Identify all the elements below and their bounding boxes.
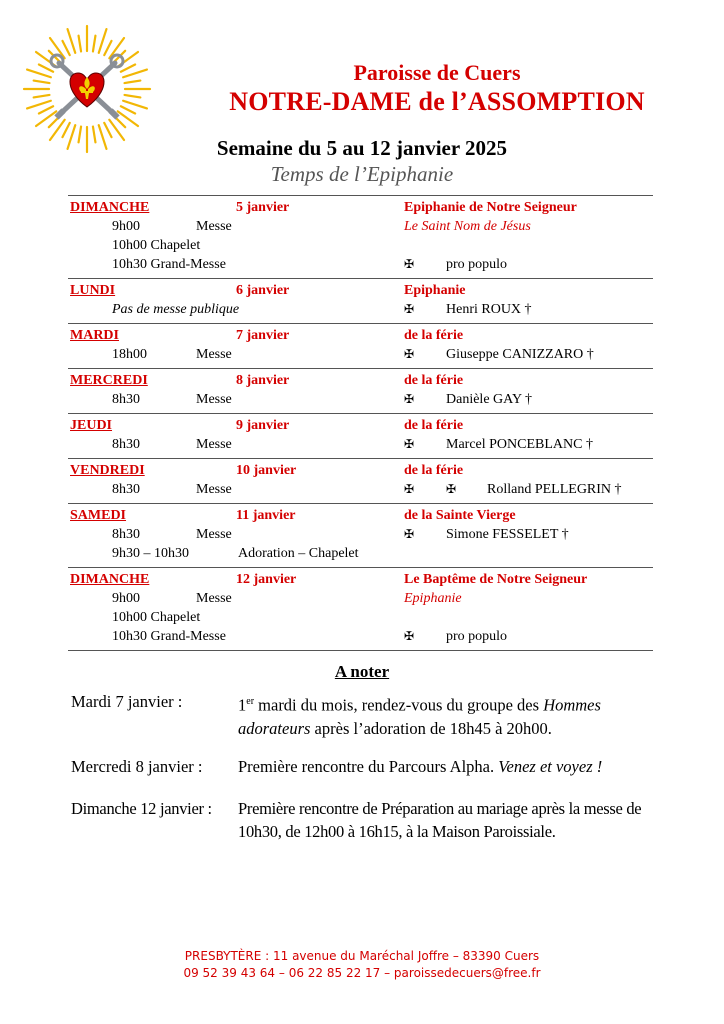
sun-ray bbox=[123, 70, 147, 78]
feast-subtitle: Epiphanie bbox=[404, 591, 462, 606]
feast-name: de la férie bbox=[404, 418, 464, 433]
church-name: NOTRE-DAME de l’ASSOMPTION bbox=[229, 87, 645, 116]
day-block-friday bbox=[68, 458, 653, 503]
day-block-thursday bbox=[68, 413, 653, 458]
rosary-time: 10h00 Chapelet bbox=[112, 610, 201, 625]
mass-time: 8h30 bbox=[112, 482, 140, 497]
feast-subtitle: Le Saint Nom de Jésus bbox=[404, 219, 531, 234]
sun-ray bbox=[39, 64, 53, 71]
adoration-time: 9h30 – 10h30 bbox=[112, 546, 189, 561]
mass-time: 9h00 bbox=[112, 219, 140, 234]
sun-ray bbox=[34, 81, 50, 84]
day-name: JEUDI bbox=[70, 418, 113, 433]
mass-label: Messe bbox=[196, 392, 232, 407]
day-name: LUNDI bbox=[70, 283, 116, 298]
mass-time: 8h30 bbox=[112, 392, 140, 407]
mass-label: Messe bbox=[196, 347, 232, 362]
note-text: Première rencontre de Préparation au mariage après la messe de 10h30, de 12h00 à 16h15, à la Maison Paroissiale. bbox=[238, 799, 642, 841]
mass-label: Messe bbox=[196, 591, 232, 606]
note-text-part: après l’adoration de 18h45 à 20h00. bbox=[310, 718, 552, 738]
day-name: MARDI bbox=[70, 328, 119, 343]
mass-intention: Marcel PONCEBLANC † bbox=[446, 437, 593, 452]
sun-ray bbox=[123, 101, 147, 109]
day-date: 12 janvier bbox=[236, 572, 297, 587]
sun-ray bbox=[104, 123, 111, 137]
parish-logo-icon bbox=[22, 24, 152, 154]
mass-intention: Giuseppe CANIZZARO † bbox=[446, 347, 594, 362]
note-ordinal-suffix: er bbox=[246, 696, 255, 707]
high-mass-time: 10h30 Grand-Messe bbox=[112, 629, 226, 644]
note-emphasis: Venez et voyez ! bbox=[498, 757, 603, 776]
note-emphasis: Hommes adorateurs bbox=[238, 695, 601, 738]
mass-label: Messe bbox=[196, 437, 232, 452]
day-block-sunday-5 bbox=[68, 195, 653, 278]
mass-time: 8h30 bbox=[112, 437, 140, 452]
day-date: 10 janvier bbox=[236, 463, 297, 478]
day-block-wednesday bbox=[68, 368, 653, 413]
feast-name: Le Baptême de Notre Seigneur bbox=[404, 572, 588, 587]
day-block-saturday bbox=[68, 503, 653, 567]
cross-icon: ✠ bbox=[404, 437, 415, 451]
sun-ray bbox=[121, 106, 135, 113]
mass-intention: pro populo bbox=[446, 629, 508, 644]
cross-icon: ✠ bbox=[446, 482, 457, 496]
day-name: DIMANCHE bbox=[70, 572, 150, 587]
sun-ray bbox=[27, 70, 51, 78]
sun-ray bbox=[99, 29, 107, 53]
sun-ray bbox=[125, 81, 141, 84]
mass-time: 9h00 bbox=[112, 591, 140, 606]
day-date: 5 janvier bbox=[236, 200, 290, 215]
sun-ray bbox=[93, 36, 96, 52]
mass-time: 18h00 bbox=[112, 347, 147, 362]
mass-label: Messe bbox=[196, 482, 232, 497]
cross-icon: ✠ bbox=[404, 482, 415, 496]
note-ordinal: 1 bbox=[238, 695, 247, 715]
footer-phone-email: 09 52 39 43 64 – 06 22 85 22 17 – paroissedecuers@free.fr bbox=[183, 966, 541, 980]
cross-icon: ✠ bbox=[404, 257, 415, 271]
adoration-label: Adoration – Chapelet bbox=[238, 546, 359, 561]
note-date: Mardi 7 janvier : bbox=[71, 692, 183, 711]
sun-ray bbox=[104, 41, 111, 55]
cross-icon: ✠ bbox=[404, 629, 415, 643]
mass-label: Messe bbox=[196, 527, 232, 542]
cross-icon: ✠ bbox=[404, 347, 415, 361]
note-date: Mercredi 8 janvier : bbox=[71, 757, 203, 776]
mass-intention: Rolland PELLEGRIN † bbox=[487, 482, 622, 497]
note-text-part: mardi du mois, rendez-vous du groupe des bbox=[254, 695, 544, 715]
day-name: MERCREDI bbox=[70, 373, 148, 388]
day-date: 11 janvier bbox=[236, 508, 296, 523]
mass-intention: pro populo bbox=[446, 257, 508, 272]
liturgical-season: Temps de l’Epiphanie bbox=[270, 162, 454, 186]
sun-ray bbox=[68, 29, 76, 53]
sun-ray bbox=[121, 64, 135, 71]
note-text-part: Première rencontre du Parcours Alpha. bbox=[238, 757, 499, 776]
mass-time: 8h30 bbox=[112, 527, 140, 542]
feast-name: de la férie bbox=[404, 463, 464, 478]
cross-icon: ✠ bbox=[404, 527, 415, 541]
mass-intention: Simone FESSELET † bbox=[446, 527, 569, 542]
day-name: DIMANCHE bbox=[70, 200, 150, 215]
weekly-schedule bbox=[68, 195, 653, 651]
note-date: Dimanche 12 janvier : bbox=[71, 799, 212, 818]
sun-ray bbox=[62, 41, 69, 55]
sun-ray bbox=[79, 36, 82, 52]
note-text bbox=[238, 755, 668, 778]
cross-icon: ✠ bbox=[404, 392, 415, 406]
cross-icon: ✠ bbox=[404, 302, 415, 316]
rosary-time: 10h00 Chapelet bbox=[112, 238, 201, 253]
sun-ray bbox=[27, 101, 51, 109]
sun-ray bbox=[39, 106, 53, 113]
footer-address: PRESBYTÈRE : 11 avenue du Maréchal Joffre – 83390 Cuers bbox=[184, 949, 540, 963]
sun-ray bbox=[62, 123, 69, 137]
no-mass-note: Pas de messe publique bbox=[112, 302, 240, 317]
day-block-monday bbox=[68, 278, 653, 323]
day-name: VENDREDI bbox=[70, 463, 145, 478]
high-mass-time: 10h30 Grand-Messe bbox=[112, 257, 226, 272]
feast-name: Epiphanie de Notre Seigneur bbox=[404, 200, 577, 215]
day-date: 7 janvier bbox=[236, 328, 290, 343]
mass-label: Messe bbox=[196, 219, 232, 234]
day-date: 6 janvier bbox=[236, 283, 290, 298]
day-date: 8 janvier bbox=[236, 373, 290, 388]
feast-name: Epiphanie bbox=[404, 283, 466, 298]
note-text bbox=[238, 690, 668, 740]
day-block-tuesday bbox=[68, 323, 653, 368]
feast-name: de la Sainte Vierge bbox=[404, 508, 516, 523]
week-heading: Semaine du 5 au 12 janvier 2025 bbox=[216, 136, 508, 160]
mass-intention: Danièle GAY † bbox=[446, 392, 533, 407]
day-name: SAMEDI bbox=[70, 508, 127, 523]
parish-name: Paroisse de Cuers bbox=[353, 60, 521, 85]
notes-heading: A noter bbox=[334, 662, 390, 681]
footer-contact bbox=[0, 948, 724, 982]
feast-name: de la férie bbox=[404, 373, 464, 388]
sun-ray bbox=[125, 95, 141, 98]
mass-intention: Henri ROUX † bbox=[446, 302, 532, 317]
day-date: 9 janvier bbox=[236, 418, 290, 433]
sun-ray bbox=[34, 95, 50, 98]
feast-name: de la férie bbox=[404, 328, 464, 343]
day-block-sunday-12 bbox=[68, 567, 653, 651]
